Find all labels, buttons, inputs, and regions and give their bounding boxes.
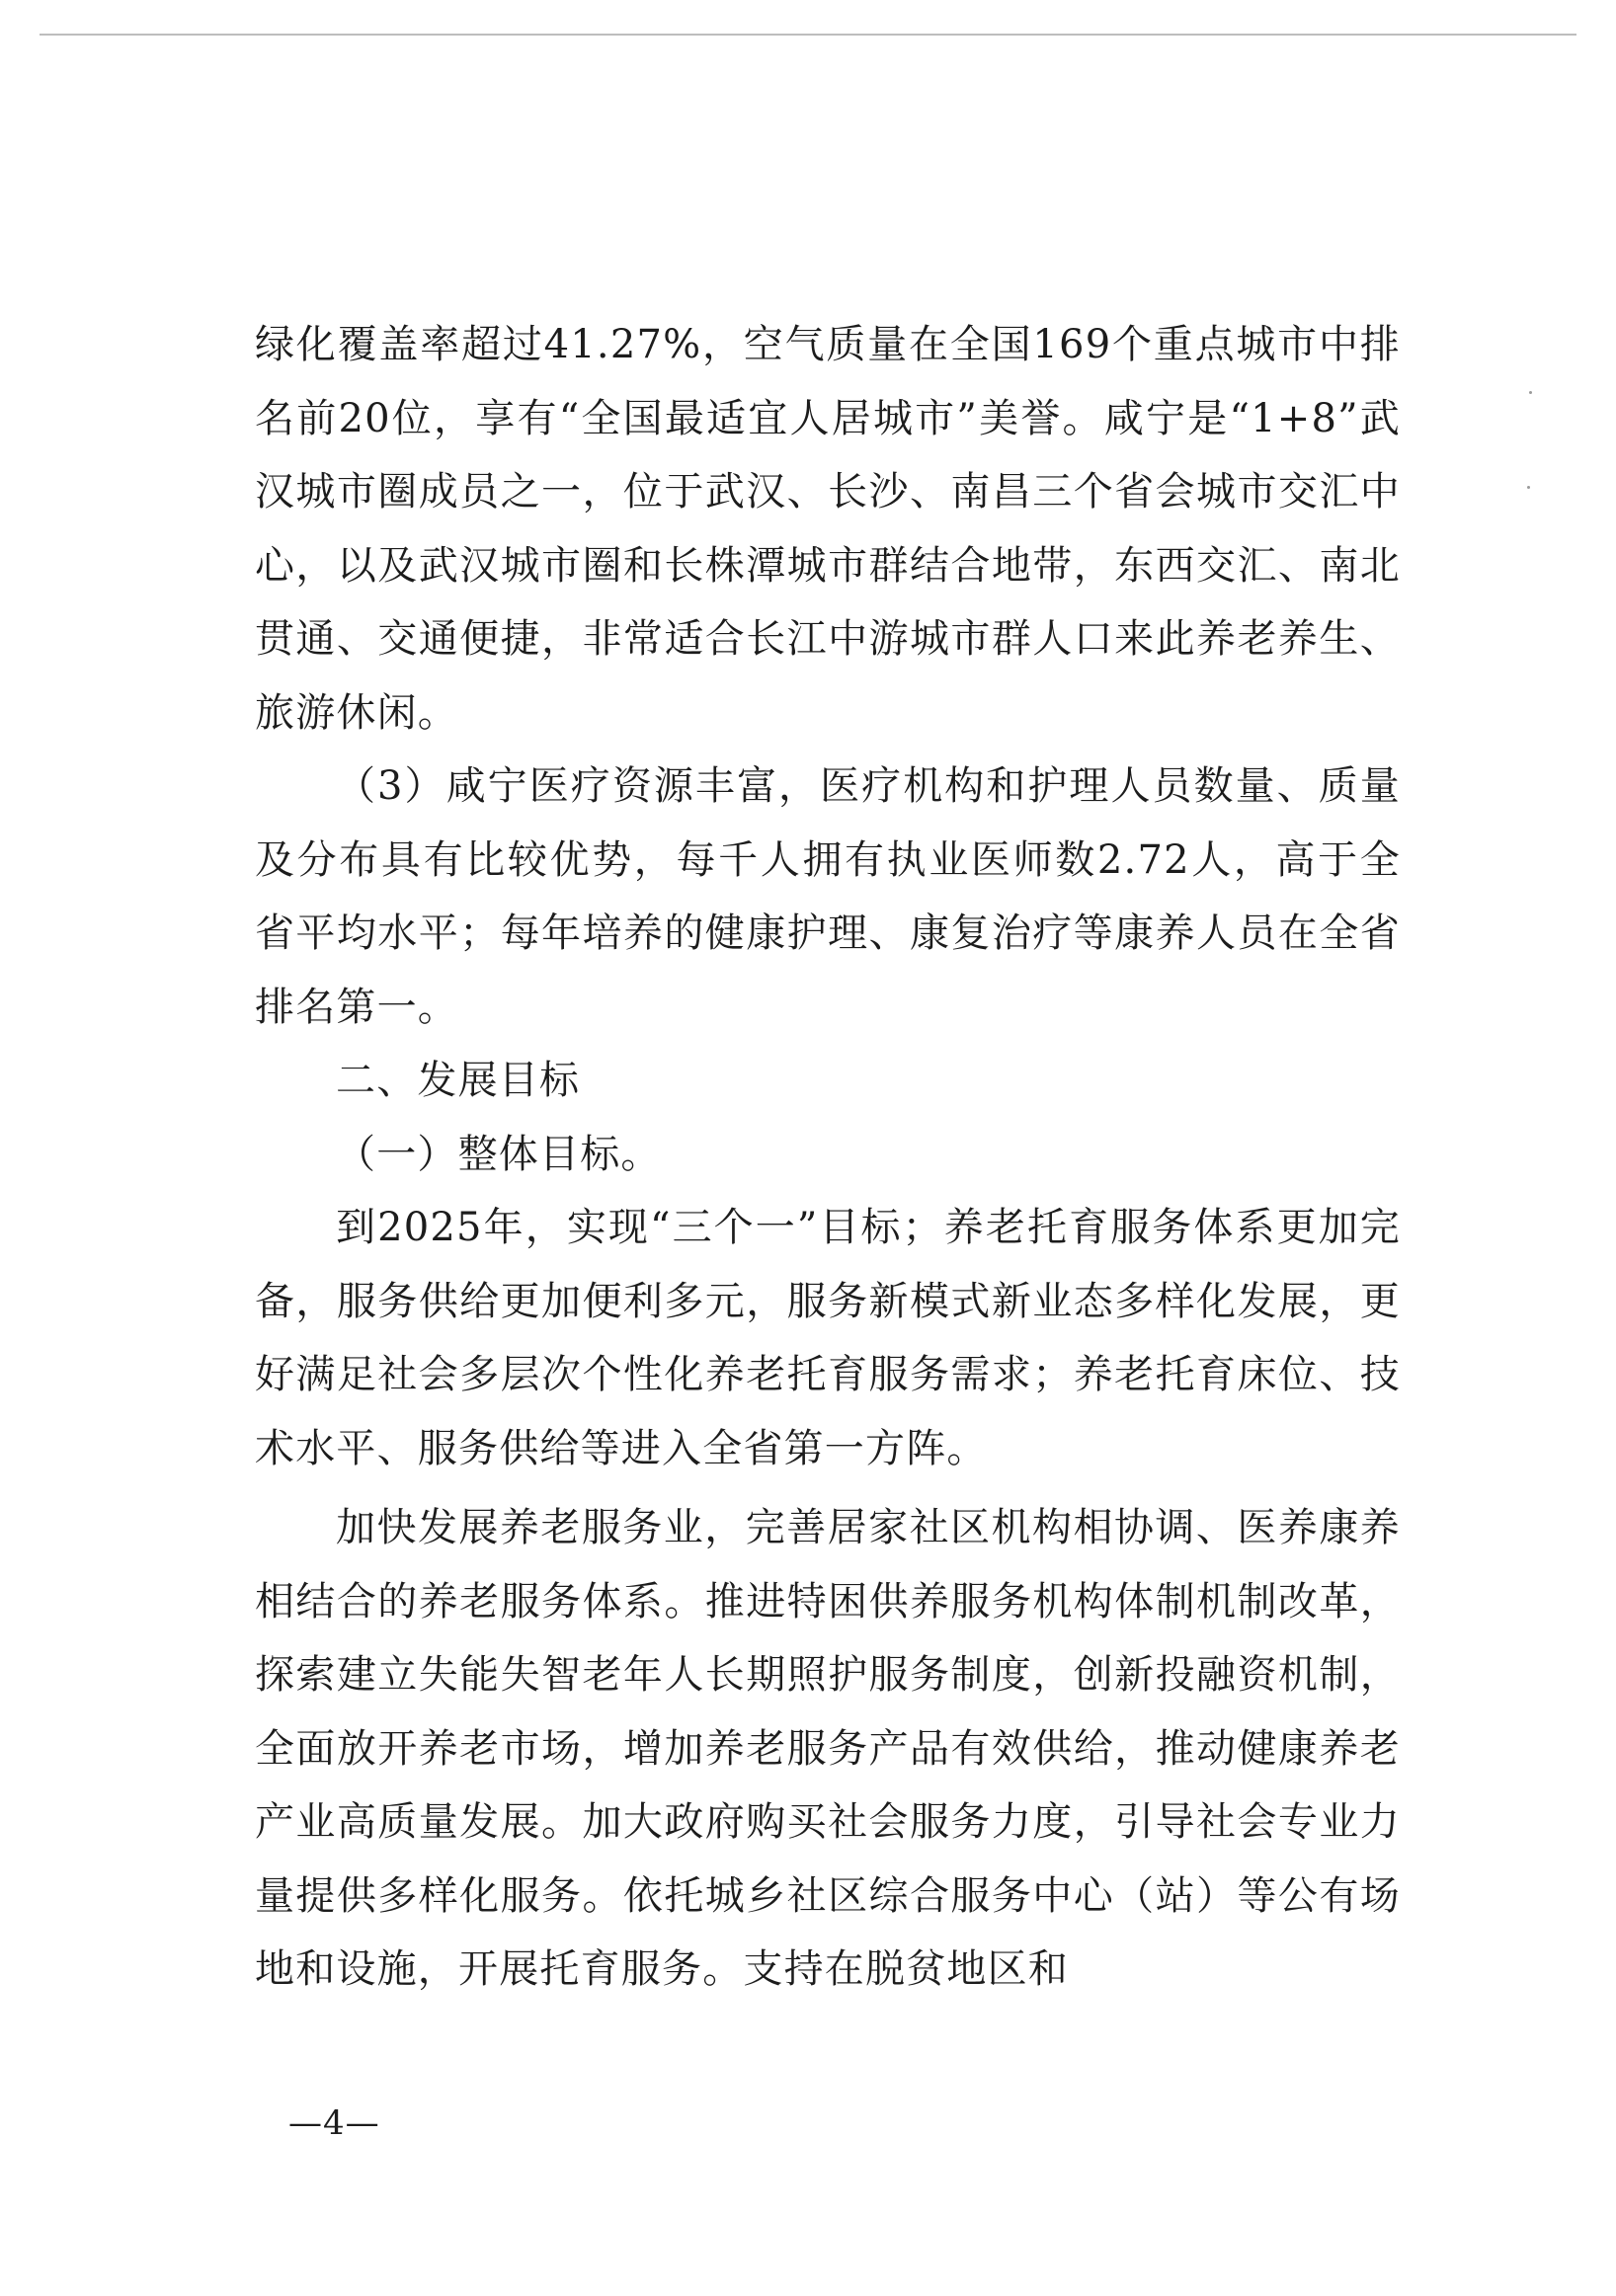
section-heading: 二、发展目标 — [336, 1058, 581, 1103]
scan-speck — [1527, 486, 1530, 489]
top-rule — [40, 34, 1576, 36]
page-number: —4— — [288, 2103, 380, 2143]
scan-speck — [1529, 391, 1532, 394]
subsection-heading: （一）整体目标。 — [336, 1131, 662, 1177]
paragraph-goals-2025: 到2025年，实现“三个一”目标；养老托育服务体系更加完备，服务供给更加便利多元，服务新模式新业态多样化发展，更好满足社会多层次个性化养老托育服务需求；养老托育床位、技术水平、服务供给等进入全省第一方阵。 — [255, 1205, 1401, 1471]
document-body — [255, 308, 1401, 2007]
paragraph-continuation: 绿化覆盖率超过41.27%，空气质量在全国169个重点城市中排名前20位，享有“全国最适宜人居城市”美誉。咸宁是“1+8”武汉城市圈成员之一，位于武汉、长沙、南昌三个省会城市交汇中心，以及武汉城市圈和长株潭城市群结合地带，东西交汇、南北贯通、交通便捷，非常适合长江中游城市群人口来此养老养生、旅游休闲。 — [255, 322, 1401, 736]
paragraph-medical-resources: （3）咸宁医疗资源丰富，医疗机构和护理人员数量、质量及分布具有比较优势，每千人拥有执业医师数2.72人，高于全省平均水平；每年培养的健康护理、康复治疗等康养人员在全省排名第一。 — [255, 763, 1401, 1030]
paragraph-elderly-care: 加快发展养老服务业，完善居家社区机构相协调、医养康养相结合的养老服务体系。推进特困供养服务机构体制机制改革，探索建立失能失智老年人长期照护服务制度，创新投融资机制，全面放开养老市场，增加养老服务产品有效供给，推动健康养老产业高质量发展。加大政府购买社会服务力度，引导社会专业力量提供多样化服务。依托城乡社区综合服务中心（站）等公有场地和设施，开展托育服务。支持在脱贫地区和 — [255, 1505, 1401, 1992]
